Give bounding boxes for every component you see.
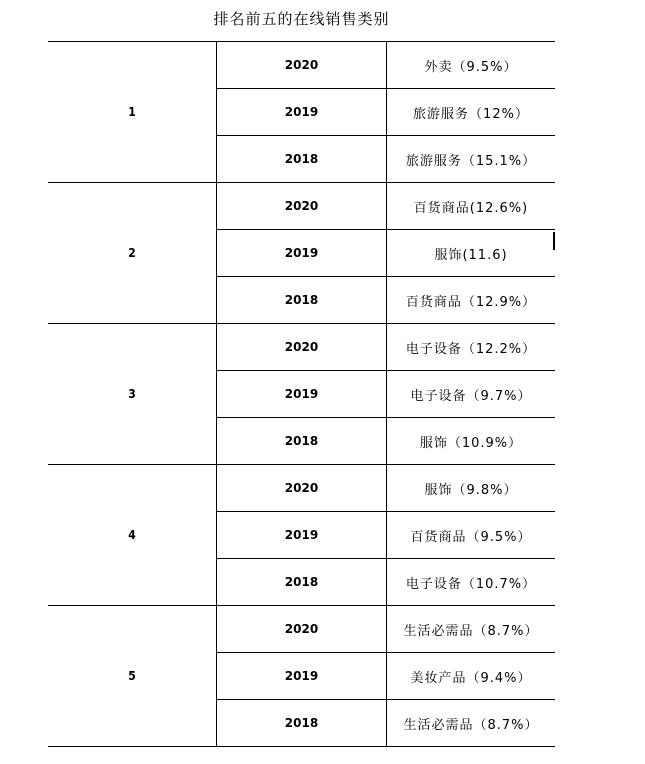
year-cell: 2020 — [217, 324, 387, 371]
year-cell: 2019 — [217, 653, 387, 700]
category-cell: 服饰（9.8%） — [387, 465, 556, 512]
rank-cell: 5 — [48, 606, 217, 747]
ranking-table — [48, 41, 555, 747]
category-cell: 生活必需品（8.7%） — [387, 606, 556, 653]
year-cell: 2020 — [217, 183, 387, 230]
year-cell: 2018 — [217, 700, 387, 747]
page-title: 排名前五的在线销售类别 — [213, 10, 390, 28]
category-cell: 电子设备（10.7%） — [387, 559, 556, 606]
rank-cell: 3 — [48, 324, 217, 465]
year-cell: 2019 — [217, 512, 387, 559]
category-cell: 百货商品（12.9%） — [387, 277, 556, 324]
year-cell: 2020 — [217, 465, 387, 512]
year-cell: 2018 — [217, 136, 387, 183]
rank-cell: 1 — [48, 42, 217, 183]
year-cell: 2019 — [217, 371, 387, 418]
table-row — [48, 606, 555, 653]
year-cell: 2018 — [217, 277, 387, 324]
table-row — [48, 42, 555, 89]
category-cell: 服饰(11.6) — [387, 230, 556, 277]
table-row — [48, 465, 555, 512]
category-cell: 美妆产品（9.4%） — [387, 653, 556, 700]
category-cell: 电子设备（9.7%） — [387, 371, 556, 418]
table-row — [48, 324, 555, 371]
category-cell: 旅游服务（15.1%） — [387, 136, 556, 183]
rank-cell: 2 — [48, 183, 217, 324]
year-cell: 2019 — [217, 89, 387, 136]
text-cursor — [553, 232, 555, 250]
category-cell: 生活必需品（8.7%） — [387, 700, 556, 747]
category-cell: 百货商品(12.6%) — [387, 183, 556, 230]
year-cell: 2020 — [217, 42, 387, 89]
category-cell: 电子设备（12.2%） — [387, 324, 556, 371]
category-cell: 百货商品（9.5%） — [387, 512, 556, 559]
category-cell: 外卖（9.5%） — [387, 42, 556, 89]
table-row — [48, 183, 555, 230]
year-cell: 2018 — [217, 559, 387, 606]
year-cell: 2020 — [217, 606, 387, 653]
year-cell: 2019 — [217, 230, 387, 277]
year-cell: 2018 — [217, 418, 387, 465]
category-cell: 旅游服务（12%） — [387, 89, 556, 136]
category-cell: 服饰（10.9%） — [387, 418, 556, 465]
rank-cell: 4 — [48, 465, 217, 606]
